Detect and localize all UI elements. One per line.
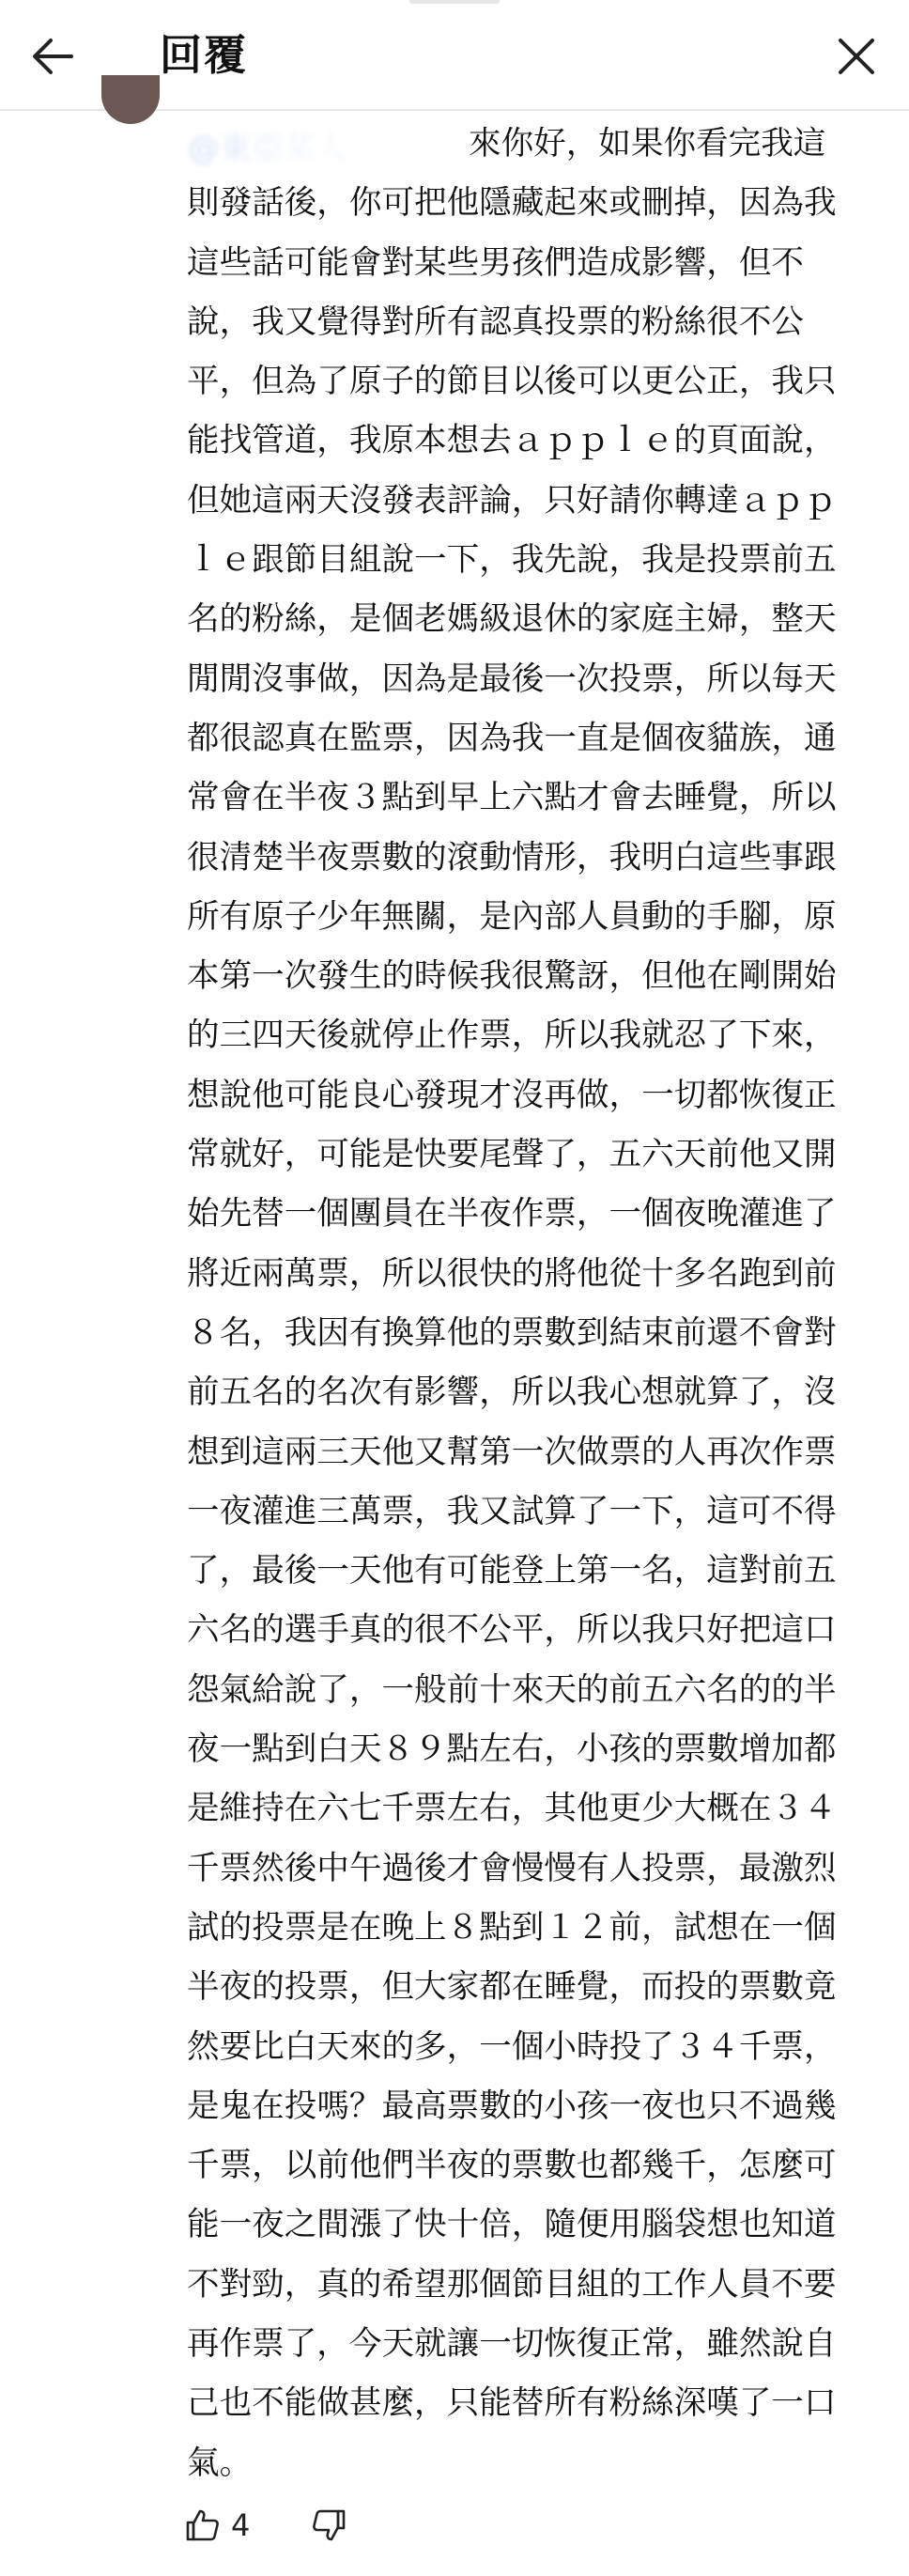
comment-line: 將近兩萬票，所以很快的將他從十多名跑到前 bbox=[187, 1254, 837, 1293]
comment-line: 閒閒沒事做，因為是最後一次投票，所以每天 bbox=[187, 660, 837, 698]
comment-line: 始先替一個團員在半夜作票，一個夜晚灌進了 bbox=[187, 1195, 837, 1234]
comment-text bbox=[187, 115, 835, 2493]
close-button[interactable] bbox=[828, 28, 885, 85]
thumbs-down-icon bbox=[310, 2506, 347, 2544]
comment-line: 不對勁，真的希望那個節目組的工作人員不要 bbox=[187, 2265, 837, 2304]
like-count: 4 bbox=[231, 2507, 251, 2543]
comment-line: 都很認真在監票，因為我一直是個夜貓族，通 bbox=[187, 719, 837, 757]
comment-line: 一夜灌進三萬票，我又試算了一下，這可不得 bbox=[187, 1492, 837, 1530]
comment-line: 了，最後一天他有可能登上第一名，這對前五 bbox=[187, 1552, 837, 1591]
thumbs-up-icon bbox=[184, 2506, 222, 2544]
comment-line: 再作票了，今天就讓一切恢復正常，雖然說自 bbox=[187, 2324, 837, 2363]
arrow-left-icon bbox=[24, 28, 81, 85]
comment-line: 怨氣給說了，一般前十來天的前五六名的的半 bbox=[187, 1670, 837, 1709]
comment-line: 常會在半夜３點到早上六點才會去睡覺，所以 bbox=[187, 779, 837, 817]
comment-line: ｌｅ跟節目組說一下，我先說，我是投票前五 bbox=[187, 541, 837, 580]
comment-line: 試的投票是在晚上８點到１２前，試想在一個 bbox=[187, 1908, 837, 1947]
comment-line: 六名的選手真的很不公平，所以我只好把這口 bbox=[187, 1611, 837, 1650]
comment-line: 半夜的投票，但大家都在睡覺，而投的票數竟 bbox=[187, 1968, 837, 2007]
comment-line: 能一夜之間漲了快十倍，隨便用腦袋想也知道 bbox=[187, 2206, 837, 2244]
comment-line: ８名，我因有換算他的票數到結束前還不會對 bbox=[187, 1313, 837, 1352]
comment-line: 平，但為了原子的節目以後可以更公正，我只 bbox=[187, 363, 837, 401]
comment-line: 本第一次發生的時候我很驚訝，但他在剛開始 bbox=[187, 957, 837, 996]
comment-line: 名的粉絲，是個老媽級退休的家庭主婦，整天 bbox=[187, 600, 837, 639]
comment-line: 的三四天後就停止作票，所以我就忍了下來， bbox=[187, 1016, 837, 1055]
comment-line: 千票然後中午過後才會慢慢有人投票，最激烈 bbox=[187, 1849, 837, 1887]
comment-line: 所有原子少年無關，是內部人員動的手腳，原 bbox=[187, 897, 837, 936]
comment-line: 是維持在六七千票左右，其他更少大概在３４ bbox=[187, 1790, 837, 1828]
comment-line: 千票，以前他們半夜的票數也都幾千，怎麼可 bbox=[187, 2147, 837, 2185]
like-button[interactable] bbox=[184, 2499, 250, 2552]
reaction-bar bbox=[184, 2499, 466, 2552]
page-title: 回覆 bbox=[160, 30, 249, 80]
comment-line: 常就好，可能是快要尾聲了，五六天前他又開 bbox=[187, 1136, 837, 1174]
comment-line: 然要比白天來的多，一個小時投了３４千票， bbox=[187, 2027, 837, 2066]
comment-line: 夜一點到白天８９點左右，小孩的票數增加都 bbox=[187, 1730, 837, 1769]
comment-line: 前五名的名次有影響，所以我心想就算了，沒 bbox=[187, 1373, 837, 1412]
comment-line: 氣。 bbox=[187, 2444, 253, 2482]
avatar[interactable] bbox=[101, 75, 160, 124]
comment-line: 是鬼在投嗎？最高票數的小孩一夜也只不過幾 bbox=[187, 2087, 837, 2125]
dislike-button[interactable] bbox=[310, 2506, 347, 2544]
comment-line: 想說他可能良心發現才沒再做，一切都恢復正 bbox=[187, 1076, 837, 1114]
comment-line: 但她這兩天沒發表評論，只好請你轉達ａｐｐ bbox=[187, 481, 837, 520]
comment-line: 很清楚半夜票數的滾動情形，我明白這些事跟 bbox=[187, 838, 837, 877]
comment-line: 則發話後，你可把他隱藏起來或刪掉，因為我 bbox=[187, 184, 837, 223]
comment-line: 能找管道，我原本想去ａｐｐｌｅ的頁面說， bbox=[187, 422, 837, 460]
drag-handle[interactable] bbox=[409, 0, 500, 4]
comment-line: 想到這兩三天他又幫第一次做票的人再次作票 bbox=[187, 1433, 837, 1471]
comment-line: 這些話可能會對某些男孩們造成影響，但不 bbox=[187, 243, 804, 282]
back-button[interactable] bbox=[24, 28, 81, 85]
comment-line: 說，我又覺得對所有認真投票的粉絲很不公 bbox=[187, 303, 804, 341]
close-icon bbox=[828, 28, 885, 85]
comment-line: 己也不能做甚麼，只能替所有粉絲深嘆了一口 bbox=[187, 2384, 837, 2423]
comment-line: 來你好，如果你看完我這 bbox=[469, 125, 826, 163]
